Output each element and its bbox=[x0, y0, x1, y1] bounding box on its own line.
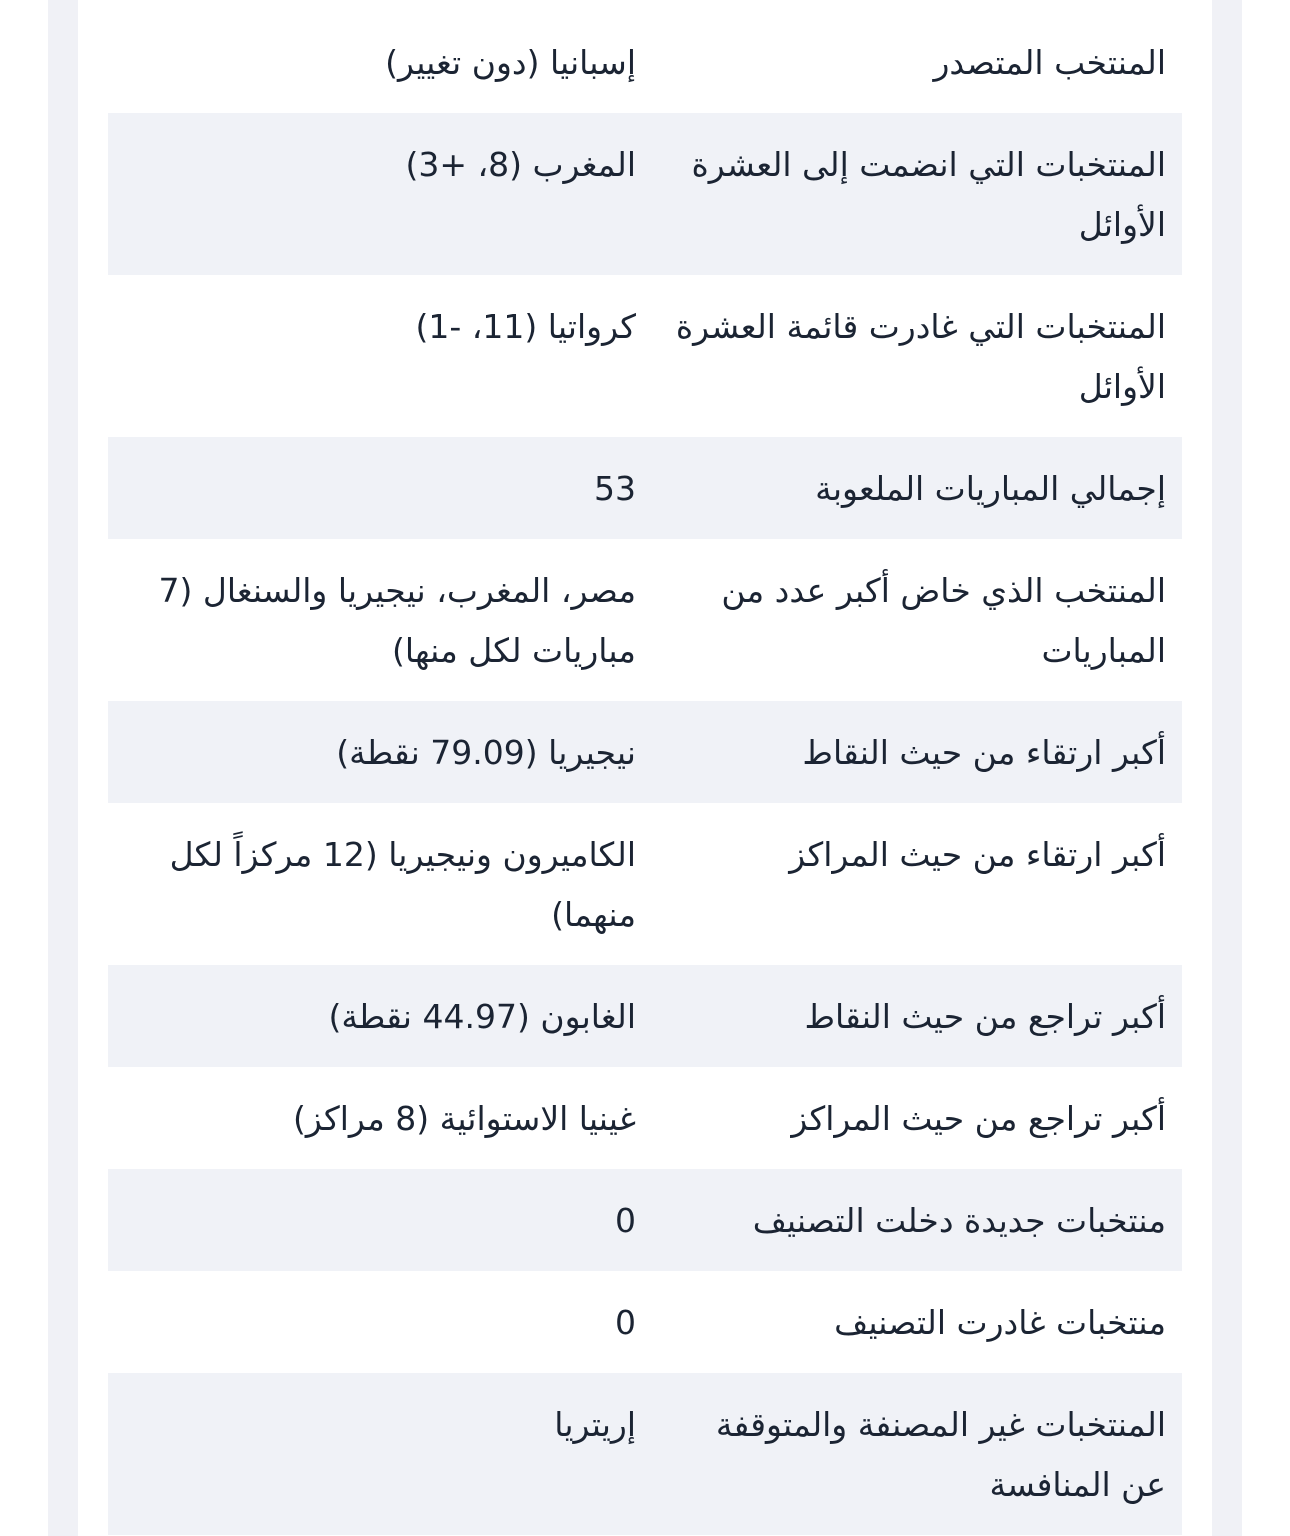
row-label: المنتخبات التي انضمت إلى العشرة الأوائل bbox=[691, 145, 1166, 244]
row-label: المنتخبات غير المصنفة والمتوقفة عن المنافسة bbox=[715, 1405, 1166, 1504]
row-label: منتخبات جديدة دخلت التصنيف bbox=[752, 1201, 1166, 1240]
row-value: 0 bbox=[615, 1201, 636, 1240]
row-value: المغرب (8، +3) bbox=[405, 145, 636, 184]
row-label: أكبر ارتقاء من حيث النقاط bbox=[802, 733, 1166, 772]
row-value: 0 bbox=[615, 1303, 636, 1342]
table-row bbox=[108, 1067, 1182, 1169]
row-label: المنتخب المتصدر bbox=[933, 43, 1166, 82]
table-row bbox=[108, 275, 1182, 437]
table-row bbox=[108, 1271, 1182, 1373]
table-row bbox=[108, 1373, 1182, 1535]
left-page-margin bbox=[48, 0, 78, 1536]
row-value: كرواتيا (11، -1) bbox=[415, 307, 636, 346]
right-page-margin bbox=[1212, 0, 1242, 1536]
row-value: إسبانيا (دون تغيير) bbox=[385, 43, 636, 82]
row-value: إريتريا bbox=[554, 1405, 636, 1444]
row-value: غينيا الاستوائية (8 مراكز) bbox=[292, 1099, 636, 1138]
row-value: 53 bbox=[594, 469, 636, 508]
row-label: إجمالي المباريات الملعوبة bbox=[815, 469, 1166, 508]
table-row bbox=[108, 701, 1182, 803]
row-label: أكبر ارتقاء من حيث المراكز bbox=[789, 835, 1166, 874]
row-label: المنتخب الذي خاض أكبر عدد من المباريات bbox=[721, 571, 1166, 670]
row-label: المنتخبات التي غادرت قائمة العشرة الأوائل bbox=[675, 307, 1166, 406]
row-value: الغابون (44.97 نقطة) bbox=[328, 997, 636, 1036]
row-value: نيجيريا (79.09 نقطة) bbox=[336, 733, 636, 772]
table-row bbox=[108, 1169, 1182, 1271]
row-label: أكبر تراجع من حيث المراكز bbox=[791, 1099, 1166, 1138]
row-label: منتخبات غادرت التصنيف bbox=[834, 1303, 1166, 1342]
table-row bbox=[108, 113, 1182, 275]
ranking-stats-table bbox=[108, 11, 1182, 1535]
table-row bbox=[108, 803, 1182, 965]
table-row bbox=[108, 437, 1182, 539]
row-label: أكبر تراجع من حيث النقاط bbox=[804, 997, 1166, 1036]
table-row bbox=[108, 965, 1182, 1067]
table-row bbox=[108, 539, 1182, 701]
row-value: مصر، المغرب، نيجيريا والسنغال (7 مباريات لكل منها) bbox=[158, 571, 636, 670]
row-value: الكاميرون ونيجيريا (12 مركزاً لكل منهما) bbox=[169, 835, 636, 934]
table-row bbox=[108, 11, 1182, 113]
